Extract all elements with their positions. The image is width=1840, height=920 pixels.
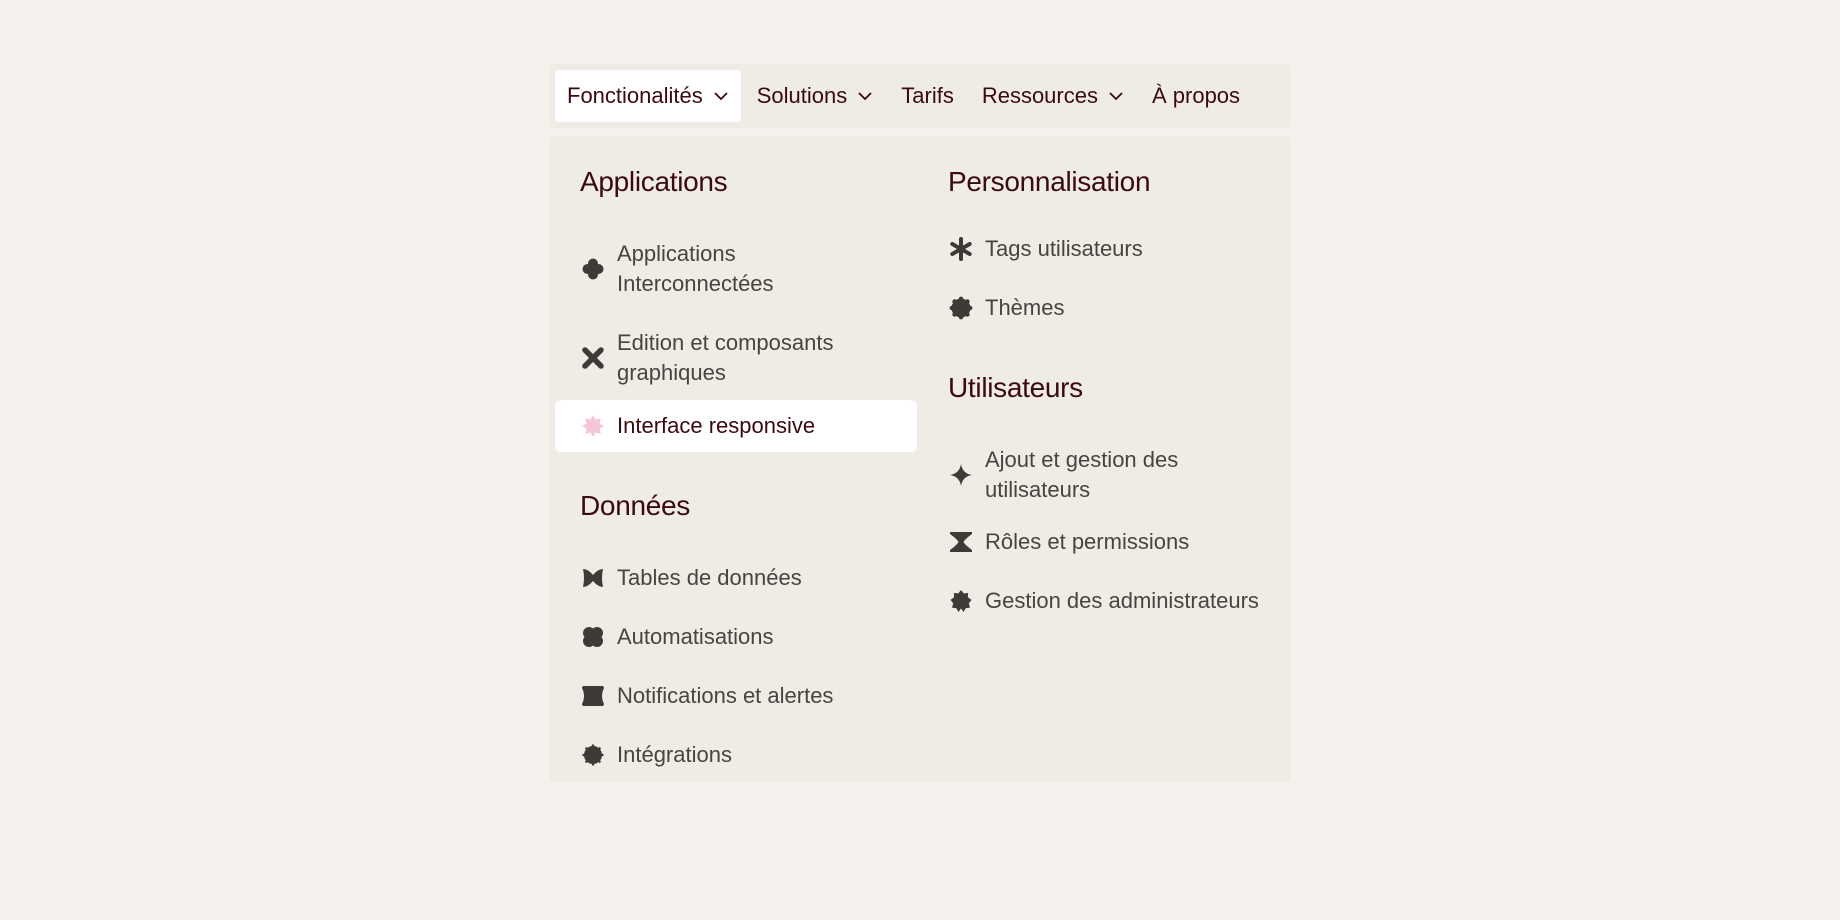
nav-item-tarifs[interactable]: [889, 70, 966, 122]
menu-item-gestion-administrateurs[interactable]: [923, 579, 1285, 623]
menu-item-label: Tags utilisateurs: [985, 236, 1143, 261]
scalloped-circle-icon: [949, 296, 973, 320]
chevron-down-icon: [857, 88, 873, 104]
menu-item-label: Notifications et alertes: [617, 683, 834, 708]
menu-item-label: Ajout et gestion des utilisateurs: [985, 447, 1179, 502]
menu-item-tags-utilisateurs[interactable]: [923, 227, 1285, 271]
menu-item-label: Edition et composants graphiques: [617, 330, 834, 385]
badge-icon: [949, 589, 973, 613]
menu-item-label: Gestion des administrateurs: [985, 588, 1259, 613]
sun-badge-icon: [581, 743, 605, 767]
menu-item-label: Rôles et permissions: [985, 529, 1190, 554]
nav-item-label: À propos: [1151, 83, 1241, 108]
flower-icon: [581, 257, 605, 281]
menu-item-label: Interface responsive: [617, 413, 816, 438]
bow-ribbon-icon: [581, 684, 605, 708]
menu-item-integrations[interactable]: [555, 733, 911, 777]
menu-item-label: Tables de données: [617, 565, 802, 590]
menu-item-ajout-gestion-utilisateurs[interactable]: [923, 440, 1285, 510]
menu-item-applications-interconnectees[interactable]: [555, 234, 911, 304]
nav-item-a-propos[interactable]: [1140, 70, 1252, 122]
menu-item-themes[interactable]: [923, 286, 1285, 330]
main-nav: [549, 64, 1291, 128]
bowtie-icon: [581, 566, 605, 590]
nav-item-label: Solutions: [756, 83, 848, 108]
menu-item-label: Applications Interconnectées: [617, 241, 774, 296]
nav-item-label: Tarifs: [901, 83, 954, 108]
nav-item-solutions[interactable]: [745, 70, 886, 122]
menu-item-edition-composants[interactable]: [555, 323, 911, 393]
menu-item-label: Thèmes: [985, 295, 1065, 320]
section-title-personnalisation: Personnalisation: [948, 166, 1151, 197]
chevron-down-icon: [1108, 88, 1124, 104]
x-cross-icon: [581, 346, 605, 370]
menu-item-notifications-alertes[interactable]: [555, 674, 911, 718]
menu-item-label: Automatisations: [617, 624, 774, 649]
menu-item-automatisations[interactable]: [555, 615, 911, 659]
clover-icon: [581, 625, 605, 649]
menu-item-tables-donnees[interactable]: [555, 556, 911, 600]
asterisk-icon: [949, 237, 973, 261]
section-title-donnees: Données: [580, 490, 690, 521]
starburst-icon: [581, 414, 605, 438]
menu-item-label: Intégrations: [617, 742, 732, 767]
nav-item-fonctionalites[interactable]: [555, 70, 741, 122]
nav-item-label: Fonctionalités: [567, 83, 703, 108]
nav-item-ressources[interactable]: [970, 70, 1136, 122]
menu-item-interface-responsive[interactable]: [555, 400, 917, 452]
sparkle-icon: [949, 463, 973, 487]
nav-item-label: Ressources: [981, 83, 1098, 108]
hourglass-icon: [949, 530, 973, 554]
chevron-down-icon: [713, 88, 729, 104]
menu-item-roles-permissions[interactable]: [923, 520, 1285, 564]
section-title-applications: Applications: [580, 166, 728, 197]
section-title-utilisateurs: Utilisateurs: [948, 372, 1083, 403]
features-dropdown: [549, 136, 1291, 782]
